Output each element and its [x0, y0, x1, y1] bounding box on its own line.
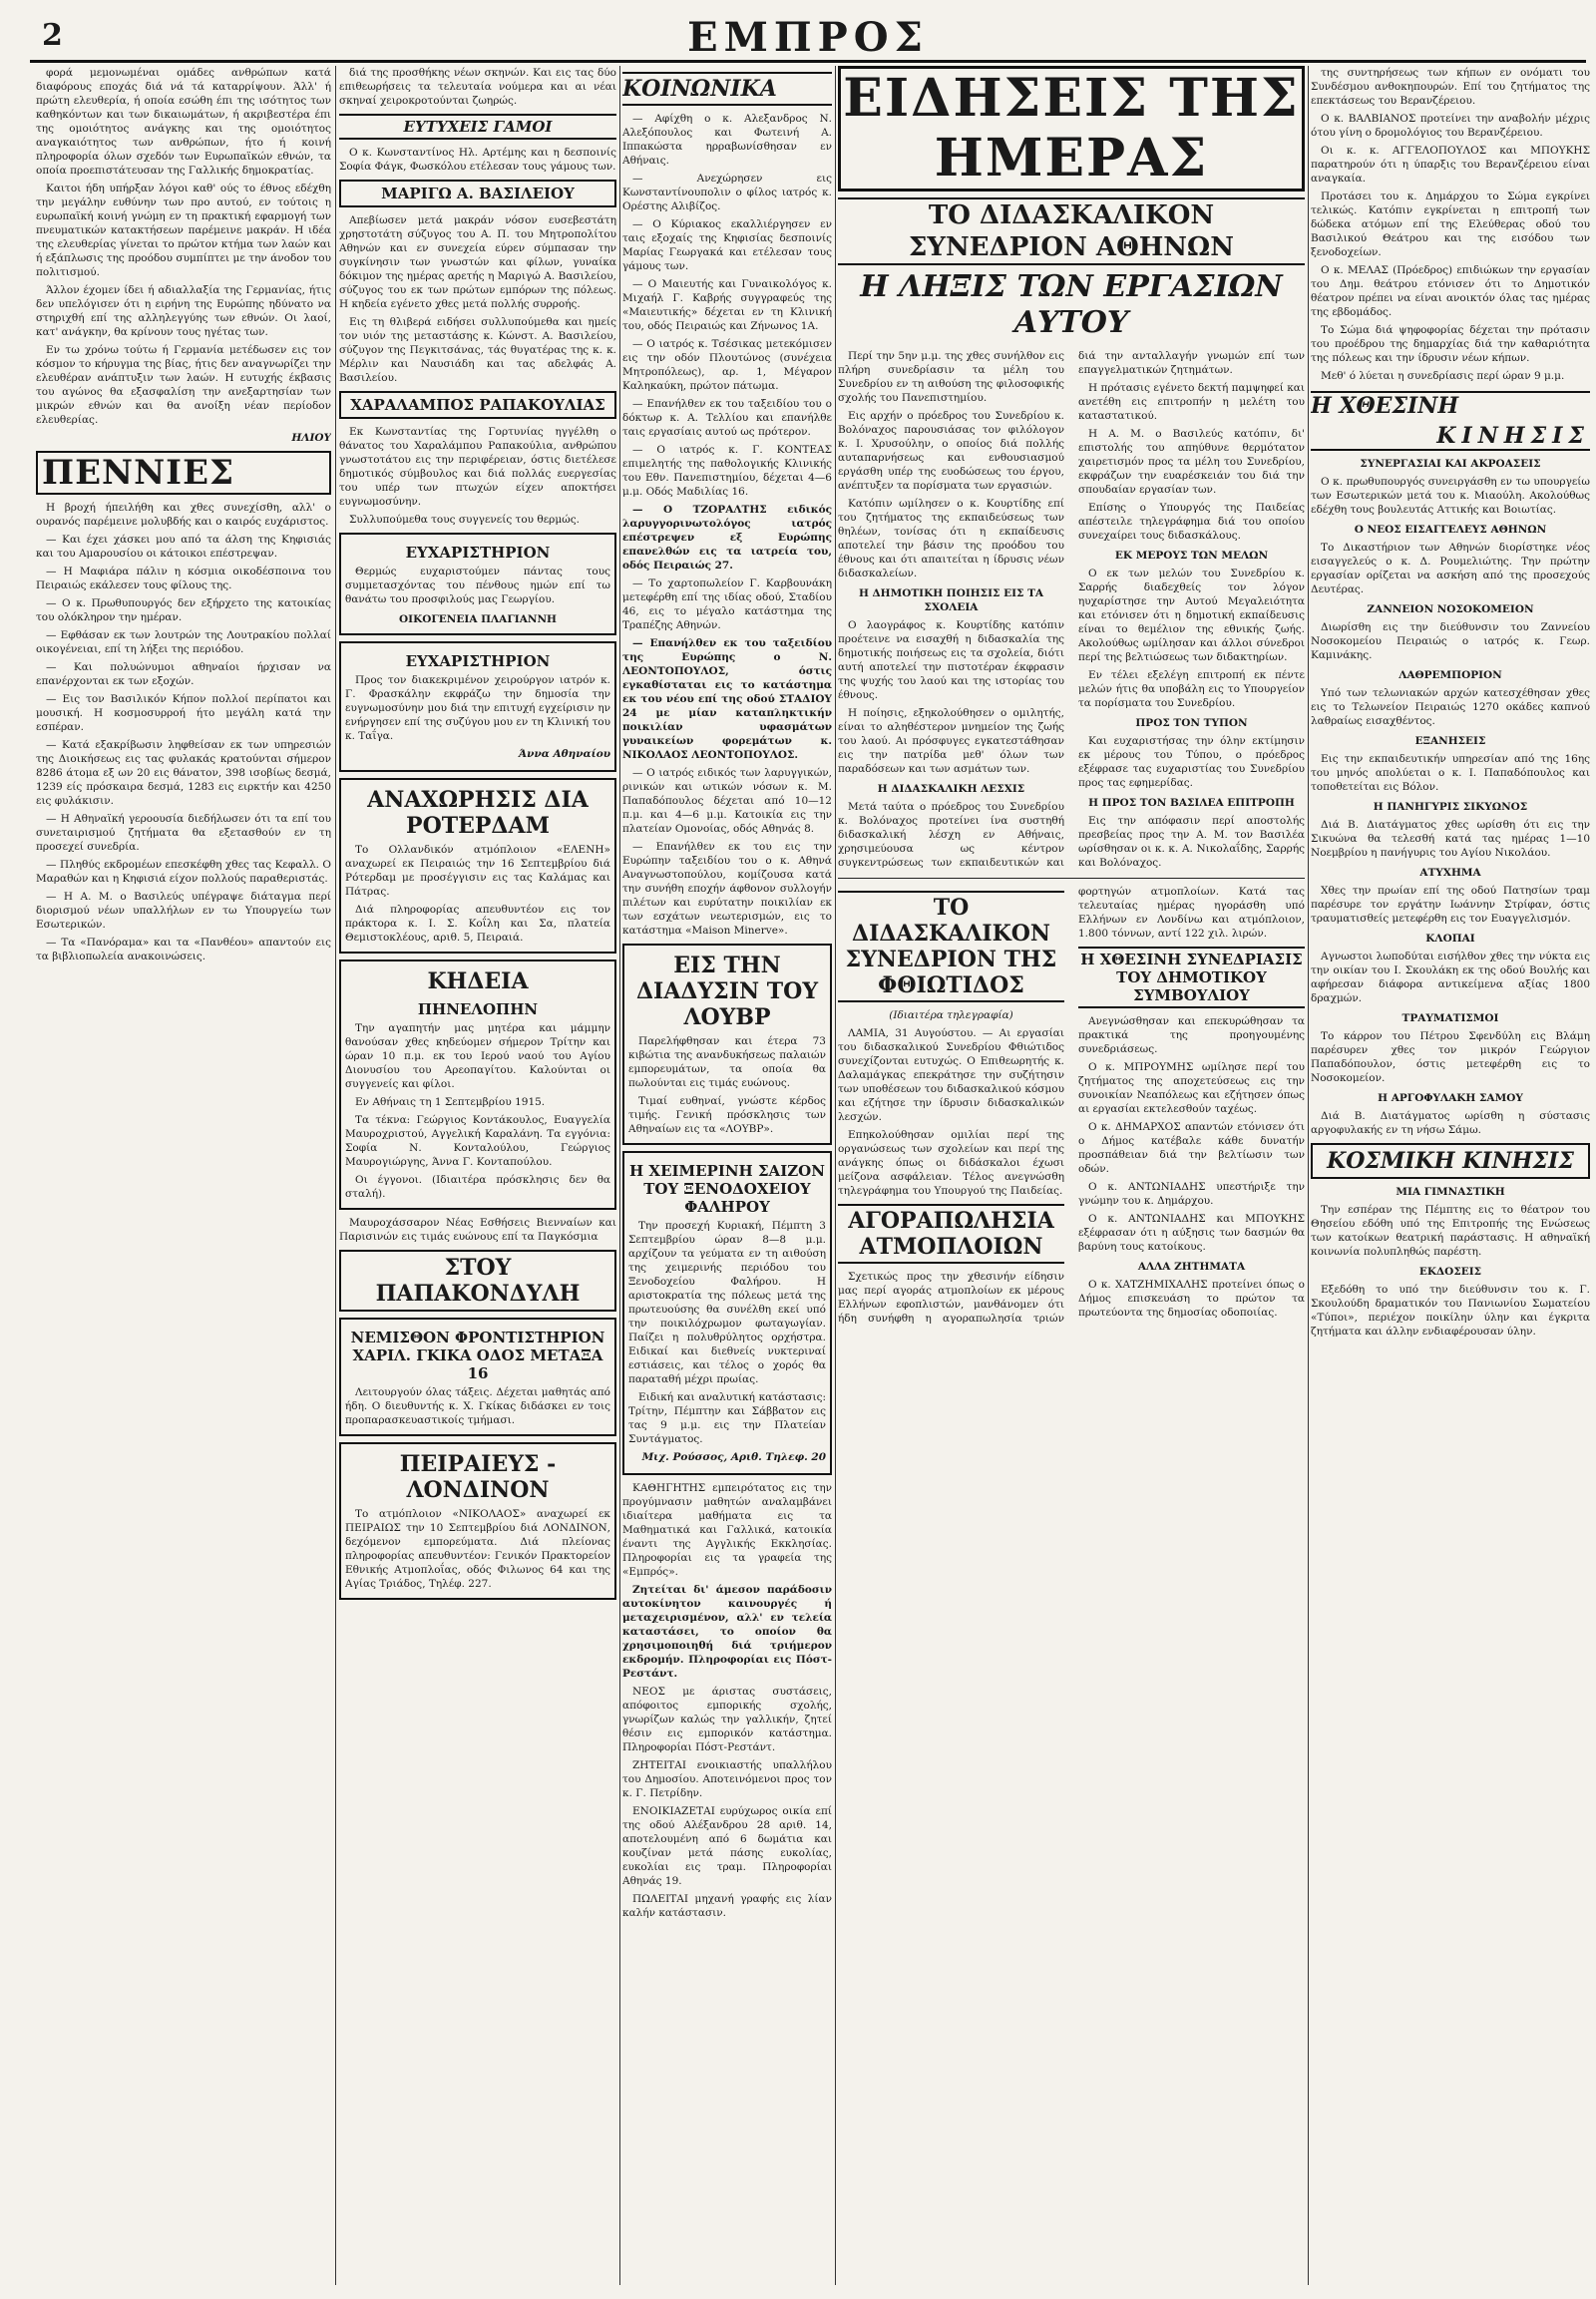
council-heading: Η ΧΘΕΣΙΝΗ ΣΥΝΕΔΡΙΑΣΙΣ ΤΟΥ ΔΗΜΟΤΙΚΟΥ ΣΥΜΒΟΥΛΙΟΥ [1078, 947, 1305, 1008]
social-item: — Ανεχώρησεν εις Κωνσταντίνουπολιν ο φίλος ιατρός κ. Ορέστης Αλιβίζος. [622, 173, 832, 212]
news-subheading: ΑΤΥΧΗΜΑ [1419, 867, 1481, 879]
article-paragraph: Ο κ. ΧΑΤΖΗΜΙΧΑΛΗΣ προτείνει όπως ο Δήμος επισκευάση το πρώτον τα πρωτεύοντα της δημοσίας οδοποιίας. [1078, 1279, 1305, 1319]
funeral-family: Τα τέκνα: Γεώργιος Κοντάκουλος, Ευαγγελία Μαυροχριστού, Αγγελική Καραλάνη. Τα εγγόνια: Σοφία Ν. Κονταλούλου, Γεώργιος Μαυρογιώργης, Άννα Γ. Κονταπούλου. [345, 1114, 610, 1168]
article-paragraph: Εις αρχήν ο πρόεδρος του Συνεδρίου κ. Βολόναχος παρουσιάσας τον φιλόλογον κ. Ι. Χρυσούλην, ο οποίος διά πολλής αυταπαρνήσεως και ενθουσιασμού εργάσθη υπέρ της ευοδώσεως του έργου, ανέπτυξεν τα πορίσματα των εργασιών. [838, 410, 1064, 492]
article-paragraph: Περί την 5ην μ.μ. της χθες συνήλθον εις πλήρη συνεδρίασιν τα μέλη του Συνεδρίου εν τη αιθούση της φιλοσοφικής σχολής του Πανεπιστημίου. [838, 350, 1064, 404]
news-item: Το Δικαστήριον των Αθηνών διορίστηκε νέος εισαγγελεύς ο κ. Δ. Ρουμελιώτης. Την πρώτην εργασίαν ορίζεται να ασκήση από της προσεχούς Δευτέρας. [1311, 542, 1590, 595]
season-ad [622, 1151, 832, 1475]
news-subheading: Ο ΝΕΟΣ ΕΙΣΑΓΓΕΛΕΥΣ ΑΘΗΝΩΝ [1354, 524, 1547, 536]
subsection-heading: ΠΡΟΣ ΤΟΝ ΤΥΠΟΝ [1135, 717, 1248, 729]
page-number: 2 [42, 18, 63, 53]
phthiotis-subheading: (Ιδιαιτέρα τηλεγραφία) [889, 1009, 1013, 1021]
shop-notice: — Επανήλθεν εκ του ταξειδίου της Ευρώπης ο Ν. ΛΕΟΝΤΟΠΟΥΛΟΣ, όστις εγκαθίσταται εις το κατάστημα εκ του νέου επί της οδού ΣΤΑΔΙΟΥ 24 με μίαν καταπληκτικήν ποικιλίαν υφασμάτων γυναικείων φορεμάτων κ. ΝΙΚΟΛΑΟΣ ΛΕΟΝΤΟΠΟΥΛΟΣ. [622, 637, 832, 761]
news-item: — Εις τον Βασιλικόν Κήπον πολλοί περίπατοι και μουσική. Η κοσμοσυρροή ήτο μεγάλη κατά την εσπέραν. [36, 693, 331, 733]
article-paragraph: Ο λαογράφος κ. Κουρτίδης κατόπιν προέτεινε να εισαχθή η διδασκαλία της δημοτικής ποιήσεως εις τα σχολεία, διότι αυτή αποτελεί την πιστοτέραν έκφρασιν της ψυχής του λαού και της ιστορίας του έθνους. [838, 619, 1064, 701]
obituary-text: Εκ Κωνσταντίας της Γορτυνίας ηγγέλθη ο θάνατος του Χαραλάμπου Ραπακούλια, ανθρώπου γνωστοτάτου εις την περιφέρειαν, όστις διετέλεσε δημοτικός σύμβουλος και διά πολλάς ευεργεσίας του υπέρ των πτωχών είχεν αποκτήσει ευγνωμοσύνην. [339, 426, 616, 508]
news-item: — Η Αθηναϊκή γεροουσία διεδήλωσεν ότι τα επί του συνεταιρισμού ζητήματα θα εξετασθούν εν τη προσεχεί συνεδρία. [36, 813, 331, 853]
movement-heading-2: ΚΙΝΗΣΙΣ [1311, 423, 1590, 451]
article-paragraph: Μετά ταύτα ο πρόεδρος του Συνεδρίου κ. Βολόναχος προτείνει ίνα συστηθή διδασκαλική λέσχη εν Αθήναις, χρησιμεύουσα ως κέντρον συγκεντρώσεως των εκπαιδευτικών και διά την ανταλλαγήν γνωμών επί των επαγγελματικών ζητημάτων. [838, 350, 1305, 869]
school-heading: ΝΕΜΙΣΘΟΝ ΦΡΟΝΤΙΣΤΗΡΙΟΝ ΧΑΡΙΛ. ΓΚΙΚΑ ΟΔΟΣ ΜΕΤΑΞΑ 16 [350, 1329, 605, 1382]
news-item: — Εφθάσαν εκ των λουτρών της Λουτρακίου πολλαί οικογένειαι, επί τη λήξει της περιόδου. [36, 629, 331, 655]
article-paragraph: Οι κ. κ. ΑΓΓΕΛΟΠΟΥΛΟΣ και ΜΠΟΥΚΗΣ παρατηρούν ότι η ύπαρξις του Βερανζέρειου είναι αναγκαία. [1311, 145, 1590, 185]
news-subheading: ΕΞΑΝΗΣΕΙΣ [1414, 735, 1486, 747]
weddings-text: Ο κ. Κωνσταντίνος Ηλ. Αρτέμης και η δεσποινίς Σοφία Φάγκ, Φωσκόλου ετέλεσαν τους γάμους των. [339, 147, 616, 173]
subsection-heading: ΑΛΛΑ ΖΗΤΗΜΑΤΑ [1137, 1261, 1246, 1273]
store-ad-text: Μαυροχάσσαρον Νέας Εσθήσεις Βιενναίων και Παρισινών εις τιμάς ευώνους επί τα Παγκόσμια [339, 1217, 616, 1243]
classified-ad: ΕΝΟΙΚΙΑΖΕΤΑΙ ευρύχωρος οικία επί της οδού Αλέξανδρου 28 αριθ. 14, αποτελουμένη από 6 δωμάτια και κουζίναν μετά πάσης ευκολίας, ευκολίαι εις τραμ. Πληροφορίαι Αθηνάς 19. [622, 1805, 832, 1887]
news-subheading: ΕΚΔΟΣΕΙΣ [1418, 1266, 1482, 1278]
thanks-heading: ΕΥΧΑΡΙΣΤΗΡΙΟΝ [405, 544, 551, 562]
obituary-heading: ΜΑΡΙΓΩ Α. ΒΑΣΙΛΕΙΟΥ [339, 180, 616, 207]
news-of-the-day-banner: ΕΙΔΗΣΕΙΣ ΤΗΣ ΗΜΕΡΑΣ [838, 66, 1305, 192]
news-item: — Ο κ. Πρωθυπουργός δεν εξήρχετο της κατοικίας του ολόκληρον την ημέραν. [36, 597, 331, 623]
subsection-heading: Η ΠΡΟΣ ΤΟΝ ΒΑΣΙΛΕΑ ΕΠΙΤΡΟΠΗ [1088, 797, 1295, 809]
funeral-heading: ΚΗΔΕΙΑ [427, 968, 529, 994]
news-item: — Η Α. Μ. ο Βασιλεύς υπέγραψε διάταγμα περί διορισμού νέων υπαλλήλων εν τω Υπουργείω των Εσωτερικών. [36, 891, 331, 931]
ship-sale-heading: ΑΓΟΡΑΠΩΛΗΣΙΑ ΑΤΜΟΠΛΟΙΩΝ [838, 1204, 1064, 1264]
departure-text: Το Ολλανδικόν ατμόπλοιον «ΕΛΕΝΗ» αναχωρεί εκ Πειραιώς την 16 Σεπτεμβρίου διά Ρότερδαμ με προσέγγισιν εις τας Καλάμας και Πάτρας. [345, 844, 610, 898]
news-subheading: ΤΡΑΥΜΑΤΙΣΜΟΙ [1401, 1012, 1499, 1024]
obituary-heading: ΧΑΡΑΛΑΜΠΟΣ ΡΑΠΑΚΟΥΛΙΑΣ [339, 391, 616, 419]
movement-heading: Η ΧΘΕΣΙΝΗ [1311, 391, 1590, 419]
news-subheading: ΚΛΟΠΑΙ [1425, 933, 1475, 945]
article-paragraph: της συντηρήσεως των κήπων εν ονόματι του Συνδέσμου ανθοκηπουρών. Επί του ζητήματος της επεκτάσεως του Βερανζέρειου. [1311, 67, 1590, 107]
article-paragraph: Εν τω χρόνω τούτω ή Γερμανία μετέδωσεν εις τον κόσμον το κήρυγμα της βίας, ήτις δεν αναγνωρίζει την ελευθέραν ανάπτυξιν των λαών. Η ευτυχής έκβασις του αγώνος θα εξασφαλίση την ανεξαρτησίαν των μικρών εθνών και θα ανοίξη νέαν περίοδον ελευθερίας. [36, 344, 331, 426]
shipping-text: Το ατμόπλοιον «ΝΙΚΟΛΑΟΣ» αναχωρεί εκ ΠΕΙΡΑΙΩΣ την 10 Σεπτεμβρίου διά ΛΟΝΔΙΝΟΝ, δεχόμενον εμπορεύματα. Διά πλείονας πληροφορίας απευθυντέον: Γενικόν Πρακτορείον Εθνικής Ατμοπλοΐας, οδός Φιλωνος 64 και της Αγίας Τριάδος, Τηλέφ. 227. [345, 1508, 610, 1590]
column-divider [1308, 66, 1309, 2285]
funeral-date: Εν Αθήναις τη 1 Σεπτεμβρίου 1915. [355, 1096, 546, 1108]
newspaper-title: ΕΜΠΡΟΣ [687, 14, 929, 61]
departure-ad [339, 778, 616, 954]
article-paragraph: Ο κ. ΑΝΤΩΝΙΑΔΗΣ υπεστήριξε την γνώμην του κ. Δημάρχου. [1078, 1181, 1305, 1207]
article-paragraph: Ο κ. ΜΕΛΑΣ (Πρόεδρος) επιδιώκων την εργασίαν του Δημ. θεάτρου ετόνισεν ότι το Δημοτικόν θέατρον πρέπει να είναι ανοικτόν όλας τας ημέρας της εβδομάδος. [1311, 264, 1590, 318]
article-paragraph: Μεθ' ό λύεται η συνεδρίασις περί ώραν 9 μ.μ. [1321, 370, 1565, 382]
news-item: Εξεδόθη το υπό την διεύθυνσιν του κ. Γ. Σκουλούδη δραματικόν του Πανιωνίου Σωματείου «Τύποι», περιέχον ποικίλην ύλην και έγκριτα ζητήματα και άλλην ενδιαφέρουσαν ύλην. [1311, 1284, 1590, 1338]
news-item: — Τα «Πανόραμα» και τα «Πανθέου» απαντούν εις τα βιβλιοπωλεία ανακοινώσεις. [36, 937, 331, 962]
congress-heading: ΤΟ ΔΙΔΑΣΚΑΛΙΚΟΝ ΣΥΝΕΔΡΙΟΝ ΑΘΗΝΩΝ [838, 197, 1305, 265]
article-paragraph: Ο κ. ΒΑΛΒΙΑΝΟΣ προτείνει την αναβολήν μέχρις ότου γίνη ο δρομολόγιος του Βερανζέρειου. [1311, 113, 1590, 139]
article-paragraph: Σχετικώς προς την χθεσινήν είδησιν μας περί αγοράς ατμοπλοίων εκ μέρους Ελλήνων εφοπλιστών, μανθάνομεν ότι ήδη συνήφθη η αγοραπωλησία τριών φορτηγών ατμοπλοίων. Κατά τας τελευταίας ημέρας ηγοράσθη υπό Ελλήνων εν Λονδίνω και ατμόπλοιον, 1.800 τόννων, αντί 122 χιλ. λιρών. [838, 886, 1305, 1325]
news-item: Διά Β. Διατάγματος ωρίσθη η σύστασις αργοφυλακής εν τη νήσω Σάμω. [1311, 1110, 1590, 1136]
classified-ad: ΚΑΘΗΓΗΤΗΣ εμπειρότατος εις την προγύμνασιν μαθητών αναλαμβάνει ιδιαίτερα μαθήματα εις τα Μαθηματικά και Γαλλικά, κατοικία έναντι της Αγγλικής Εκκλησίας. Πληροφορίαι εις τα γραφεία της «Εμπρός». [622, 1482, 832, 1578]
news-subheading: ΣΥΝΕΡΓΑΣΙΑΙ ΚΑΙ ΑΚΡΟΑΣΕΙΣ [1360, 458, 1541, 470]
article-paragraph: ΛΑΜΙΑ, 31 Αυγούστου. — Αι εργασίαι του διδασκαλικού Συνεδρίου Φθιώτιδος συνεχίζονται ευτυχώς. Ο Επιθεωρητής κ. Δαλαμάγκας επεκράτησε την συζήτησιν των υποθέσεων του διδασκαλικού κόσμου και εζήτησε την ίδρυσιν διδασκαλικών λεσχών. [838, 1027, 1064, 1123]
article-paragraph: Η ποίησις, εξηκολούθησεν ο ομιλητής, είναι το αληθέστερον μνημείον της ζωής του λαού. Αι πρόσφυγες εγκατεστάθησαν εις την πατρίδα μεθ' όλων των παραδόσεων και των ασμάτων των. [838, 707, 1064, 775]
thanks-signature: ΟΙΚΟΓΕΝΕΙΑ ΠΛΑΓΙΑΝΝΗ [399, 613, 557, 625]
thanks-notice [339, 533, 616, 635]
weddings-heading: ΕΥΤΥΧΕΙΣ ΓΑΜΟΙ [339, 114, 616, 140]
news-subheading: ΜΙΑ ΓΙΜΝΑΣΤΙΚΗ [1396, 1186, 1505, 1198]
school-text: Λειτουργούν όλας τάξεις. Δέχεται μαθητάς από ήδη. Ο διευθυντής κ. Χ. Γκίκας διδάσκει εν τοις προπαρασκευαστικοίς τμήμασι. [345, 1386, 610, 1426]
obituary-text: Συλλυπούμεθα τους συγγενείς του θερμώς. [349, 514, 580, 526]
funeral-note: Οι έγγονοι. (Ιδιαιτέρα πρόσκλησις δεν θα σταλή). [345, 1174, 610, 1200]
obituary-text: Εις τη θλιβερά ειδήσει συλλυπούμεθα και ημείς τον υιόν της μεταστάσης κ. Κώνστ. Α. Βασιλείου, σύζυγον της Πεγκιτσάνας, τάς θυγατέρας της κ. κ. Μέρλιν και Ναυσιάδη και τας αδελφάς Α. Βασιλείου. [339, 316, 616, 384]
season-signature: Μιχ. Ρούσσος, Αριθ. Τηλεφ. 20 [641, 1451, 826, 1463]
news-subheading: Η ΑΡΓΟΦΥΛΑΚΗ ΣΑΜΟΥ [1378, 1092, 1523, 1104]
lower-news [838, 885, 1305, 1326]
doctor-notice: — Ο ιατρός ειδικός των λαρυγγικών, ρινικών και ωτικών νόσων κ. Μ. Παπαδόπουλος δέχεται από 10—12 π.μ. και 4—6 μ.μ. Κατοικία εις την πλατείαν Ομονοίας, οδός Αθηνάς 8. [622, 767, 832, 835]
shipping-ad [339, 1442, 616, 1600]
classified-ad: ΠΩΛΕΙΤΑΙ μηχανή γραφής εις λίαν καλήν κατάστασιν. [622, 1893, 832, 1919]
congress-subheading: Η ΛΗΞΙΣ ΤΩΝ ΕΡΓΑΣΙΩΝ ΑΥΤΟΥ [860, 269, 1283, 340]
obituary-text: Απεβίωσεν μετά μακράν νόσον ευσεβεστάτη χρηστοτάτη σύζυγος του Α. Π. του Μητροπολίτου Αθηνών και εν συνεχεία εύρεν σύμπασαν την συγκίνησιν των γνωστών και φίλων, γυναίκα δόκιμον της ημέρας αρετής η Μαριγώ Α. Βασιλείου, σύζυγος του εκ των πρώτων εμπόρων της πόλεως. Η κηδεία εγένετο χθες μετά πολλής συρροής. [339, 214, 616, 310]
news-item: Διωρίσθη εις την διεύθυνσιν του Ζαννείου Νοσοκομείου Πειραιώς ο ιατρός κ. Γεωρ. Καμινάκης. [1311, 621, 1590, 661]
doctor-notice: — Επανήλθεν εκ του ταξειδίου του ο δόκτωρ κ. Α. Τελλίου και επανήλθε ταις εργασίαις αυτού ως πρότερον. [622, 398, 832, 438]
news-item: Η βροχή ήπειλήθη και χθες συνεχίσθη, αλλ' ο ουρανός παρέμεινε μολυβδής και ο καιρός ευχάριστος. [36, 502, 331, 528]
news-item: — Και πολυώνυμοι αθηναίοι ήρχισαν να επανέρχονται εκ των εξοχών. [36, 661, 331, 687]
social-item: — Ο Κύριακος εκαλλιέργησεν εν ταις εξοχαίς της Κηφισίας δεσποινίς Μαρίας Γεωργακά και ετέλεσαν τους γάμους των. [622, 218, 832, 272]
article-paragraph: Επηκολούθησαν ομιλίαι περί της οργανώσεως των σχολείων και περί της ανάγκης όπως οι διδάσκαλοι έχωσι μείζονα ασφάλειαν. Τέλος ανεγνώσθη τηλεγράφημα του Υπουργού της Παιδείας. [838, 1129, 1064, 1197]
social-item: — Αφίχθη ο κ. Αλεξανδρος Ν. Αλεξόπουλος και Φωτεινή Α. Ιππακώστα ηρραβωνίσθησαν εν Αθήναις. [622, 113, 832, 167]
news-item: Ο κ. πρωθυπουργός συνειργάσθη εν τω υπουργείω των Εσωτερικών μετά του κ. Μιαούλη. Ακολούθως εδέχθη τους βουλευτάς Αττικής και Βοιωτίας. [1311, 476, 1590, 516]
column-divider [835, 66, 836, 2285]
congress-article [838, 349, 1305, 872]
article-paragraph: Η πρότασις εγένετο δεκτή παμψηφεί και ανετέθη εις επιτροπήν η μελέτη του καταστατικού. [1078, 382, 1305, 422]
school-ad [339, 1318, 616, 1436]
doctor-notice: — Το χαρτοπωλείον Γ. Καρβουνάκη μετεφέρθη επί της ιδίας οδού, Σταδίου 46, εις το μέγαλο κατάστημα της Τραπέζης Αθηνών. [622, 577, 832, 631]
classified-ad: Ζητείται δι' άμεσον παράδοσιν αυτοκίνητον καινουργές ή μεταχειρισμένον, αλλ' εν τελεία καταστάσει, το οποίον θα χρησιμοποιηθή διά τριήμερον εκδρομήν. Πληροφορίαι εις Πόστ-Ρεστάντ. [622, 1584, 832, 1680]
column-divider [619, 66, 620, 2285]
article-paragraph: Ο κ. ΔΗΜΑΡΧΟΣ απαντών ετόνισεν ότι ο Δήμος κατέβαλε κάθε δυνατήν προσπάθειαν διά την βελτίωσιν των οδών. [1078, 1121, 1305, 1175]
classified-ad: ΝΕΟΣ με άριστας συστάσεις, απόφοιτος εμπορικής σχολής, γνωρίζων καλώς την γαλλικήν, ζητεί θέσιν εις εμπορικόν κατάστημα. Πληροφορίαι Πόστ-Ρεστάντ. [622, 1686, 832, 1753]
departure-text: Διά πληροφορίας απευθυντέον εις τον πράκτορα κ. Ι. Σ. Κοΐλη και Σα, πλατεία Θεμιστοκλέους, αριθ. 5, Πειραιά. [345, 904, 610, 944]
article-paragraph: Εις την απόφασιν περί αποστολής πρεσβείας προς την Α. Μ. τον Βασιλέα ωρίσθησαν οι κ. κ. Α. Νικολαΐδης, Σαρρής και Βολόναχος. [1078, 815, 1305, 869]
news-subheading: ΖΑΝΝΕΙΟΝ ΝΟΣΟΚΟΜΕΙΟΝ [1367, 603, 1534, 615]
news-subheading: Η ΠΑΝΗΓΥΡΙΣ ΣΙΚΥΩΝΟΣ [1373, 801, 1528, 813]
doctor-notice: — Ο ιατρός κ. Γ. ΚΟΝΤΕΑΣ επιμελητής της παθολογικής Κλινικής του Εθν. Πανεπιστημίου, δέχεται 4—6 μ.μ. Οδός Μαδιλίας 16. [622, 444, 832, 498]
news-item: — Πληθύς εκδρομέων επεσκέφθη χθες τας Κεφαλλ. Ο Μαραθών και η Κηφισιά είχον πολλούς παραθεριστάς. [36, 859, 331, 885]
social-movement-heading: ΚΟΣΜΙΚΗ ΚΙΝΗΣΙΣ [1311, 1143, 1590, 1179]
subsection-heading: Η ΔΙΔΑΣΚΑΛΙΚΗ ΛΕΣΧΙΣ [877, 783, 1025, 795]
thanks-text: Προς τον διακεκριμένον χειρούργον ιατρόν κ. Γ. Φρασκάλην εκφράζω την δημοσία την ευγνωμοσύνην μου διά την επιτυχή εγχείρισιν ην ενήργησεν επί της συζύγου μου εν τη Κλινική του κ. Ταΐγα. [345, 674, 610, 742]
season-text: Την προσεχή Κυριακή, Πέμπτη 3 Σεπτεμβρίου ώραν 8—8 μ.μ. αρχίζουν τα γεύματα εν τη αιθούση της χειμερινής περιόδου του Ξενοδοχείου Φαλήρου. Η αριστοκρατία της πόλεως μετά της πρωτευούσης θα συνέλθη εκεί υπό την ποικιλόχρωμον φωταγωγίαν. Παίζει η πολυθρύλητος ορχήστρα. Ειδικαί και διεθνείς νυκτεριναί εστιάσεις, και τέλος ο χορός θα παραταθή μέχρι πρωίας. [628, 1220, 826, 1385]
season-text: Ειδική και αναλυτική κατάστασις: Τρίτην, Πέμπτην και Σάββατον εις τας 9 μ.μ. εις την Πλατείαν Συντάγματος. [628, 1391, 826, 1445]
louvre-heading: ΕΙΣ ΤΗΝ ΔΙΑΔΥΣΙΝ ΤΟΥ ΛΟΥΒΡ [635, 953, 819, 1030]
article-paragraph: Η Α. Μ. ο Βασιλεύς κατόπιν, δι' επιστολής του απηύθυνε θερμότατον χαιρετισμόν προς τα μέλη του Συνεδρίου, εκφράζων την ευαρέσκειάν του διά την σπουδαίαν εργασίαν των. [1078, 428, 1305, 496]
article-paragraph: Και ευχαριστήσας την όλην εκτίμησιν εκ μέρους του Τύπου, ο πρόεδρος εξέφρασε τας ευχαριστίας του Συνεδρίου προς τας εφημερίδας. [1078, 735, 1305, 789]
news-item: Αγνωστοι λωποδύται εισήλθον χθες την νύκτα εις την οικίαν του Ι. Σκουλάκη εκ της οδού Βουλής και αφήρεσαν διάφορα αντικείμενα αξίας 1800 δραχμών. [1311, 951, 1590, 1004]
article-paragraph: Το Σώμα διά ψηφοφορίας δέχεται την πρότασιν του προέδρου της δημαρχίας διά την καθαριότητα της πόλεως και την ίδρυσιν νέων κήπων. [1311, 324, 1590, 364]
shipping-heading: ΠΕΙΡΑΙΕΥΣ - ΛΟΝΔΙΝΟΝ [399, 1451, 557, 1503]
article-paragraph: φορά μεμονωμέναι ομάδες ανθρώπων κατά διαφόρους εποχάς διά νά τά καταρρίψουν. Άλλ' ή πρώτη ελευθερία, ή οποία εσώθη έπι της ισότητος των καθηκόντων και των δικαιωμάτων, ή ακριβεστέρα έπι της ομοιότητος ανάγκης και της ομοιότητος αναγκαιότητος των ανθρώπων, ήτο ή κοινή πληροφορία όλων σχεδόν των Ευρωπαϊκών εθνών, τα οποία προεπιστάτευσαν της Γαλλικής δημοκρατίας. [36, 67, 331, 177]
season-heading: Η ΧΕΙΜΕΡΙΝΗ ΣΑΙΖΟΝ ΤΟΥ ΞΕΝΟΔΟΧΕΙΟΥ ΦΑΛΗΡΟΥ [629, 1162, 825, 1216]
news-item: Διά Β. Διατάγματος χθες ωρίσθη ότι εις την Σικυώνα θα τελεσθή κατά τας ημέρας 1—10 Νοεμβρίου η πανήγυρις του Αγίου Νικολάου. [1311, 819, 1590, 859]
doctor-notice: — Ο ιατρός κ. Τσέσικας μετεκόμισεν εις την οδόν Πλουτώνος (συνέχεια Μητροπόλεως), αρ. 1, Μέγαρον Καληκαύκη, πρώτον πάτωμα. [622, 338, 832, 392]
news-item: — Και έχει χάσκει μου από τα άλση της Κηφισιάς και του Αμαρουσίου οι κάτοικοι επέστρεψαν. [36, 534, 331, 560]
column-1 [36, 66, 331, 2285]
article-paragraph: Καιτοι ήδη υπήρξαν λόγοι καθ' ούς το έθνος εδέχθη την μεγάλην ευθύνην των προ αυτού, εν τούτοις η ευρωπαϊκή κοινή γνώμη εν τη πρακτική εφαρμογή των πνευματικών κατακτήσεων παρέμεινε μακράν. Η ιδέα της ελευθερίας γίνεται το πρώτον κτήμα των λαών και ή εξάπλωσις της προόδου συμπίπτει με την άνοδον του πολιτισμού. [36, 183, 331, 278]
news-item: — Κατά εξακρίβωσιν ληφθείσαν εκ των υπηρεσιών της Διοικήσεως εις τας φυλακάς κρατούνται σήμερον 8286 άτομα εξ ων 20 εις θάνατον, 398 ισοβίως δεσμά, 1239 είς πρόσκαιρα δεσμά, 1283 εις ειρκτήν και 4250 εις φυλάκισιν. [36, 739, 331, 807]
column-3 [622, 66, 832, 2285]
louvre-text: Παρελήφθησαν και έτερα 73 κιβώτια της ανανδυκήσεως παλαιών εμπορευμάτων, τα οποία θα πωλούνται εις τιμάς ευώνους. [628, 1035, 826, 1089]
classified-ad: ΖΗΤΕΙΤΑΙ ενοικιαστής υπαλλήλου του Δημοσίου. Αποτεινόμενοι προς τον κ. Γ. Πετρίδην. [622, 1759, 832, 1799]
louvre-text: Τιμαί ευθηναί, γνώστε κέρδος τιμής. Γενική πρόσκλησις των Αθηναίων εις τα «ΛΟΥΒΡ». [628, 1095, 826, 1135]
phthiotis-heading: ΤΟ ΔΙΔΑΣΚΑΛΙΚΟΝ ΣΥΝΕΔΡΙΟΝ ΤΗΣ ΦΘΙΩΤΙΔΟΣ [838, 891, 1064, 1002]
thanks-signature: Άννα Αθηναίου [519, 748, 610, 760]
doctor-notice: — Ο ΤΖΟΡΑΛΤΗΣ ειδικός λαρυγγορινωτολόγος ιατρός επέστρεψεν εξ Ευρώπης επανελθών εις τα ιατρεία του, οδός Πειραιώς 27. [622, 504, 832, 572]
funeral-notice [339, 959, 616, 1210]
masthead [30, 14, 1586, 63]
news-item: Υπό των τελωνιακών αρχών κατεσχέθησαν χθες εις το Τελωνείον Πειραιώς 1270 οκάδες καπνού λαθραίως εισαχθέντος. [1311, 687, 1590, 727]
thanks-heading: ΕΥΧΑΡΙΣΤΗΡΙΟΝ [405, 652, 551, 670]
thanks-notice [339, 641, 616, 772]
subsection-heading: Η ΔΗΜΟΤΙΚΗ ΠΟΙΗΣΙΣ ΕΙΣ ΤΑ ΣΧΟΛΕΙΑ [858, 587, 1044, 613]
louvre-ad [622, 944, 832, 1145]
departure-heading: ΑΝΑΧΩΡΗΣΙΣ ΔΙΑ ΡΟΤΕΡΔΑΜ [367, 787, 589, 839]
news-item: Την εσπέραν της Πέμπτης εις το θέατρον του Θησείου εδόθη υπό της Επιτροπής της Ενώσεως των κατοίκων θεατρική παράστασις. Η αθηναϊκή κοινωνία πολυπληθώς παρέστη. [1311, 1204, 1590, 1258]
column-2 [339, 66, 616, 2285]
article-paragraph: διά της προσθήκης νέων σκηνών. Και εις τας δύο επιθεωρήσεις τα τελευταία νούμερα και αι νέαι σκηναί χειροκροτούνται ζωηρώς. [339, 67, 616, 107]
store-ad-heading: ΣΤΟΥ ΠΑΠΑΚΟΝΔΥΛΗ [339, 1250, 616, 1312]
news-subheading: ΛΑΘΡΕΜΠΟΡΙΟΝ [1398, 669, 1502, 681]
funeral-text: Την αγαπητήν μας μητέρα και μάμμην θανούσαν χθες κηδεύομεν σήμερον Τρίτην και ώραν 10 π.μ. εκ του Ιερού ναού του Αγίου Διονυσίου του Αρεοπαγίτου. Καλούνται οι συγγενείς και φίλοι. [345, 1022, 610, 1090]
column-4 [838, 66, 1305, 2285]
article-paragraph: Επίσης ο Υπουργός της Παιδείας απέστειλε τηλεγράφημα διά του οποίου συνεχαίρει τους διδασκάλους. [1078, 502, 1305, 542]
news-item: Το κάρρον του Πέτρου Σφενδύλη εις Βλάμη παρέσυρεν χθες τον μικρόν Γεώργιον Παπαδόπουλον, όστις μετεφέρθη εις το Νοσοκομείον. [1311, 1030, 1590, 1084]
article-paragraph: Εν τέλει εξελέγη επιτροπή εκ πέντε μελών ήτις θα υποβάλη εις το Υπουργείον τα πορίσματα του Συνεδρίου. [1078, 669, 1305, 709]
funeral-name: ΠΗΝΕΛΟΠΗΝ [417, 1000, 539, 1018]
social-heading: ΚΟΙΝΩΝΙΚΑ [622, 72, 832, 106]
article-paragraph: Άλλον έχομεν ίδει ή αδιαλλαξία της Γερμανίας, ήτις δεν υπελόγισεν ότι η ειρήνη της Ευρώπης ηδύνατο να στηριχθή επί της αλληλεγγύης των εθνών. Οι λαοί, κατ' ανάγκην, θα κρίνουν τους ηγέτας των. [36, 284, 331, 338]
thanks-text: Θερμώς ευχαριστούμεν πάντας τους συμμετασχόντας του πένθους ημών επί τω θανάτω του προσφιλούς μας Γεωργίου. [345, 566, 610, 605]
article-paragraph: Προτάσει του κ. Δημάρχου το Σώμα εγκρίνει τελικώς. Κατόπιν εγκρίνεται η επιτροπή των δώδεκα ατόμων επί της Ελεύθερας οδού του Βασιλικού Θεάτρου και της εισόδου των ξενοδοχείων. [1311, 191, 1590, 258]
article-signature: ΗΛΙΟΥ [291, 432, 331, 444]
article-paragraph: Ανεγνώσθησαν και επεκυρώθησαν τα πρακτικά της προηγουμένης συνεδριάσεως. [1078, 1015, 1305, 1055]
doctor-notice: — Ο Μαιευτής και Γυναικολόγος κ. Μιχαήλ Γ. Καβρής συγγραφεύς της «Μαιευτικής» δέχεται εν τη Κλινική του, οδός Πειραιώς και Ζήνωνος 1Α. [622, 278, 832, 332]
news-item: — Η Μαφιάρα πάλιν η κόσμια οικοδέσποινα του Πειραιώς εκάλεσεν τους φίλους της. [36, 566, 331, 591]
column-5 [1311, 66, 1590, 2285]
article-paragraph: Ο κ. ΑΝΤΩΝΙΑΔΗΣ και ΜΠΟΥΚΗΣ εξέφρασαν ότι η αύξησις των δασμών θα βαρύνη τους κατοίκους. [1078, 1213, 1305, 1253]
news-item: Εις την εκπαιδευτικήν υπηρεσίαν από της 16ης του μηνός απολύεται ο κ. Ι. Παπαδόπουλος και τοποθετείται εις Βόλον. [1311, 753, 1590, 793]
section-heading-pennies: ΠΕΝΝΙΕΣ [36, 451, 331, 495]
subsection-heading: ΕΚ ΜΕΡΟΥΣ ΤΩΝ ΜΕΛΩΝ [1114, 550, 1269, 562]
section-divider [838, 878, 1305, 879]
article-paragraph: Ο κ. ΜΠΡΟΥΜΗΣ ωμίλησε περί του ζητήματος της αποχετεύσεως εις την συνοικίαν Νεαπόλεως και εζήτησεν όπως αι εργασίαι εκτελεσθούν ταχέως. [1078, 1061, 1305, 1115]
news-item: Χθες την πρωίαν επί της οδού Πατησίων τραμ παρέσυρε τον εργάτην Ιωάννην Στρίφαν, όστις τραυματισθείς μετεφέρθη εις τον Ευαγγελισμόν. [1311, 885, 1590, 925]
article-paragraph: Ο εκ των μελών του Συνεδρίου κ. Σαρρής διαδεχθείς τον λόγον ηυχαρίστησε την Αυτού Μεγαλειότητα και ετόνισεν ότι η δημοτική εκπαίδευσις είναι το θεμέλιον της εθνικής ζωής. Ακολούθως ωμίλησαν και άλλοι σύνεδροι περί της βελτιώσεως των διδακτηρίων. [1078, 568, 1305, 663]
shop-notice: — Επανήλθεν εκ του εις την Ευρώπην ταξειδίου του ο κ. Αθηνά Αναγνωστοπούλου, κομίζουσα κατά την συνήθη εποχήν άφθονον συλλογήν πιλέτων και ευρύτατην ποικιλίαν εκ των εσχάτων νεωτερισμών, εις το κατάστημα «Maison Minerve». [622, 841, 832, 937]
article-paragraph: Κατόπιν ωμίλησεν ο κ. Κουρτίδης επί του ζητήματος της εκπαιδεύσεως των θηλέων, τονίσας ότι η εκπαίδευσις αποτελεί την βάσιν της προόδου του έθνους και ότι απαιτείται η ίδρυσις νέων διδασκαλείων. [838, 498, 1064, 579]
column-divider [335, 66, 336, 2285]
